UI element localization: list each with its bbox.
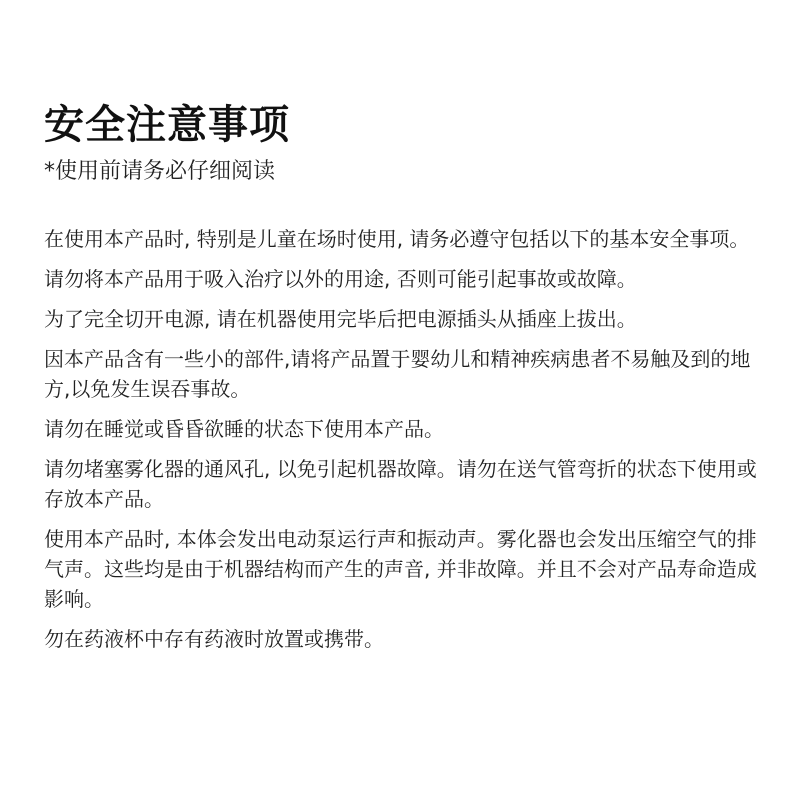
safety-notice-document — [44, 98, 759, 664]
page-subtitle: *使用前请务必仔细阅读 — [44, 159, 276, 184]
safety-item: 请勿将本产品用于吸入治疗以外的用途, 否则可能引起事故或故障。 — [44, 267, 637, 291]
safety-item: 使用本产品时, 本体会发出电动泵运行声和振动声。雾化器也会发出压缩空气的排气声。这些均是由于机器结构而产生的声音, 并非故障。并且不会对产品寿命造成影响。 — [44, 527, 757, 611]
safety-item: 请勿在睡觉或昏昏欲睡的状态下使用本产品。 — [44, 417, 444, 441]
page-title: 安全注意事项 — [44, 102, 290, 148]
safety-item: 因本产品含有一些小的部件,请将产品置于婴幼儿和精神疾病患者不易触及到的地方,以免发生误吞事故。 — [44, 347, 751, 401]
safety-item: 在使用本产品时, 特别是儿童在场时使用, 请务必遵守包括以下的基本安全事项。 — [44, 227, 750, 251]
safety-item: 勿在药液杯中存有药液时放置或携带。 — [44, 627, 384, 651]
safety-items-list — [44, 224, 759, 654]
safety-item: 请勿堵塞雾化器的通风孔, 以免引起机器故障。请勿在送气管弯折的状态下使用或存放本产品。 — [44, 457, 757, 511]
safety-item: 为了完全切开电源, 请在机器使用完毕后把电源插头从插座上拔出。 — [44, 307, 637, 331]
